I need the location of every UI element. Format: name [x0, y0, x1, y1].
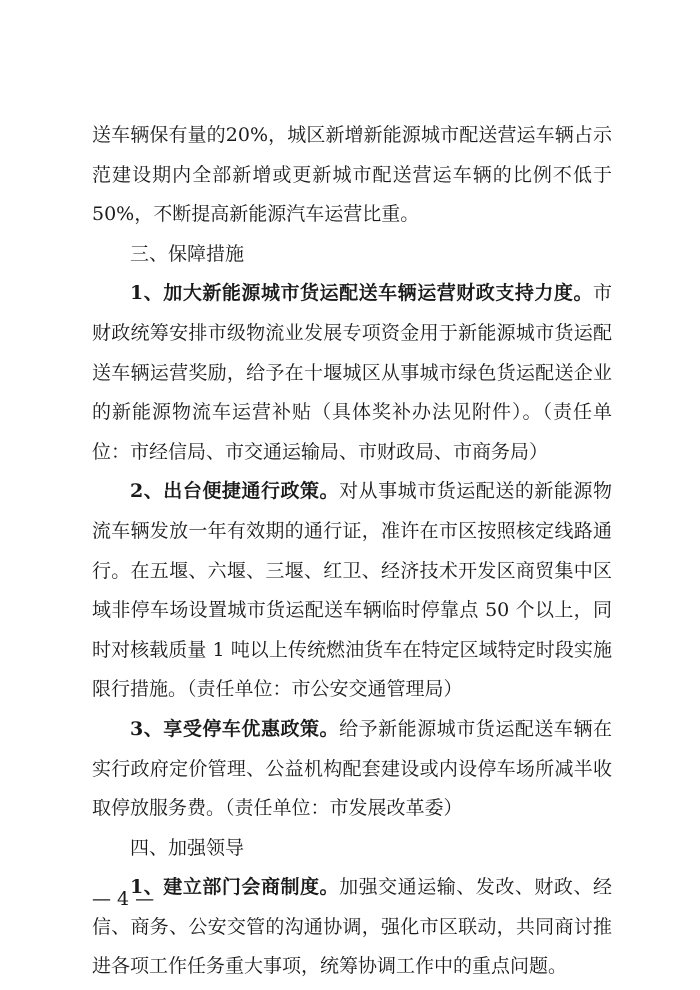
paragraph-continuation: 送车辆保有量的20%，城区新增新能源城市配送营运车辆占示范建设期内全部新增或更新城市配送营运车辆的比例不低于50%，不断提高新能源汽车运营比重。 [92, 124, 612, 226]
item-3-3 [92, 710, 612, 829]
item-3-1 [92, 274, 612, 472]
page-number: — 4 — [92, 888, 155, 910]
item-4-1 [92, 868, 612, 987]
item-4-1-body: 加强交通运输、发改、财政、经信、商务、公安交管的沟通协调，强化市区联动，共同商讨推进各项工作任务重大事项，统筹协调工作中的重点问题。 [92, 876, 612, 978]
item-3-1-title: 1、加大新能源城市货运配送车辆运营财政支持力度。 [130, 282, 593, 305]
item-4-1-title: 1、建立部门会商制度。 [130, 876, 340, 899]
item-3-2-body: 对从事城市货运配送的新能源物流车辆发放一年有效期的通行证，准许在市区按照核定线路通行。在五堰、六堰、三堰、红卫、经济技术开发区商贸集中区域非停车场设置城市货运配送车辆临时停靠点 50 个以上，同时对核载质量 1 吨以上传统燃油货车在特定区域特定时段实施限行措施。（责任单位：市公安交通管理局） [92, 480, 612, 701]
item-3-3-title: 3、享受停车优惠政策。 [130, 717, 340, 740]
section-heading-4: 四、加强领导 [130, 836, 245, 859]
section-heading-3: 三、保障措施 [130, 242, 245, 265]
item-3-2 [92, 472, 612, 710]
item-3-2-title: 2、出台便捷通行政策。 [130, 480, 340, 503]
document-body [92, 116, 612, 987]
item-3-3-body: 给予新能源城市货运配送车辆在实行政府定价管理、公益机构配套建设或内设停车场所减半收取停放服务费。（责任单位：市发展改革委） [92, 717, 612, 820]
item-3-1-body: 市财政统筹安排市级物流业发展专项资金用于新能源城市货运配送车辆运营奖励，给予在十堰城区从事城市绿色货运配送企业的新能源物流车运营补贴（具体奖补办法见附件）。（责任单位：市经信局、市交通运输局、市财政局、市商务局） [92, 282, 612, 463]
